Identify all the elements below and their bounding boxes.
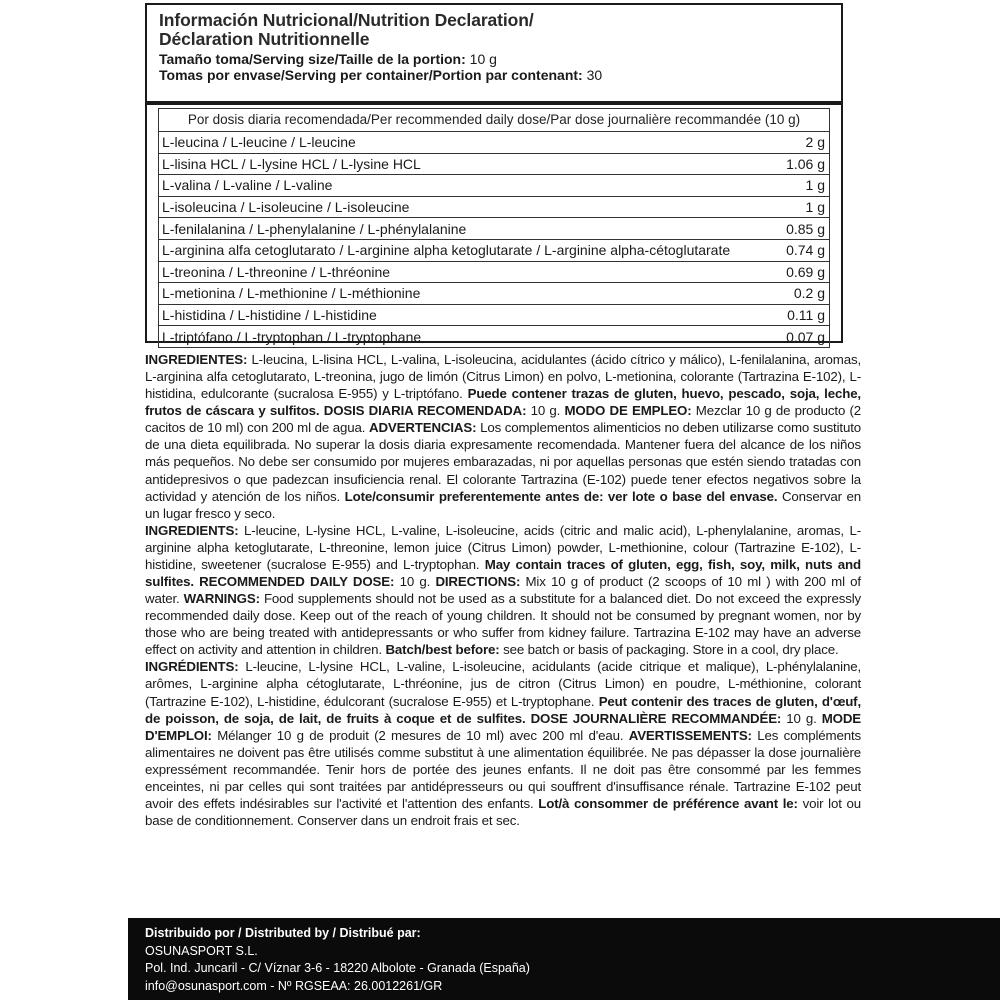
allergens-text: Peut contenir des traces de gluten, d'œuf, de poisson, de soja, de lait, de fruits à coque et de sulfites. DOSE JOURNALIÈRE RECOMMANDÉE: xyxy=(145,693,862,726)
nutrient-name: L-histidina / L-histidine / L-histidine xyxy=(162,307,377,324)
distributor-footer xyxy=(128,918,1000,1000)
nutrient-name: L-triptófano / L-tryptophan / L-tryptophane xyxy=(162,328,422,345)
distributor-title: Distribuido por / Distributed by / Distribué par: xyxy=(145,926,421,940)
servings-label: Tomas por envase/Serving per container/Portion par contenant: xyxy=(159,66,583,83)
dose-text: 10 g. xyxy=(781,710,822,726)
thick-divider xyxy=(147,101,841,105)
servings-per-container xyxy=(159,68,829,84)
allergens-text: May contain traces of gluten, egg, fish, soy, milk, nuts and sulfites. RECOMMENDED DAILY DOSE: xyxy=(145,556,862,590)
ingredients-spanish xyxy=(145,351,861,522)
warnings-label: WARNINGS: xyxy=(183,591,260,607)
nutrition-table xyxy=(158,108,830,348)
nutrient-amount: 1 g xyxy=(805,177,825,194)
warnings-text: Los complementos alimenticios no deben utilizarse como sustituto de una dieta equilibrada. No superar la dosis diaria expresamente recomendada. Mantener fuera del alcance de los niños más pequeños. No debe ser consumido por mujeres embarazadas, ni por aquellas personas que estén siendo tratadas con antidepresivos o que padezcan insuficiencia renal. El colorante Tartrazina (E-102) puede tener efectos negativos sobre la actividad y atención de los niños. xyxy=(145,420,861,504)
storage-text: see batch or basis of packaging. Store in a cool, dry place. xyxy=(499,642,839,658)
ingredients-label: INGRÉDIENTS: xyxy=(145,659,239,675)
ingredients-text: L-leucina, L-lisina HCL, L-valina, L-isoleucina, acidulantes (ácido cítrico y málico), L-fenilalanina, aromas, L-arginina alfa cetoglutarato, L-treonina, jugo de limón (Citrus Limon) en polvo, L-metionina, colorante (Tartrazina E-102), L-histidina, edulcorante (sucralosa E-955) y L-triptófano. xyxy=(145,352,861,402)
table-row xyxy=(159,283,829,305)
nutrient-name: L-valina / L-valine / L-valine xyxy=(162,177,333,194)
serving-size-value: 10 g xyxy=(465,51,497,67)
nutrient-name: L-metionina / L-methionine / L-méthionine xyxy=(162,285,421,302)
table-row xyxy=(159,262,829,284)
dose-text: 10 g. xyxy=(394,574,436,590)
distributor-contact: info@osunasport.com - Nº RGSEAA: 26.0012261/GR xyxy=(145,978,443,993)
serving-size xyxy=(159,52,829,68)
directions-label: MODE D'EMPLOI: xyxy=(145,710,861,743)
table-row xyxy=(159,218,829,240)
nutrient-amount: 0.69 g xyxy=(786,263,825,280)
nutrient-amount: 0.07 g xyxy=(786,328,825,345)
batch-label: Lote/consumir preferentemente antes de: ver lote o base del envase. xyxy=(344,488,778,504)
serving-size-label: Tamaño toma/Serving size/Taille de la portion: xyxy=(159,51,466,67)
nutrition-title: Información Nutricional/Nutrition Declaration/ Déclaration Nutritionnelle xyxy=(159,10,534,49)
table-row xyxy=(159,175,829,197)
nutrient-amount: 0.85 g xyxy=(786,220,825,237)
table-row xyxy=(159,154,829,176)
nutrient-amount: 0.74 g xyxy=(786,242,825,259)
ingredients-label: INGREDIENTS: xyxy=(145,522,239,538)
nutrient-name: L-treonina / L-threonine / L-thréonine xyxy=(162,263,391,280)
nutrient-name: L-lisina HCL / L-lysine HCL / L-lysine HCL xyxy=(162,155,421,172)
ingredients-label: INGREDIENTES: xyxy=(145,352,248,367)
distributor-address: Pol. Ind. Juncaril - C/ Víznar 3-6 - 18220 Albolote - Granada (España) xyxy=(145,961,530,975)
ingredients-english xyxy=(145,522,861,659)
table-row xyxy=(159,197,829,219)
directions-label: MODO DE EMPLEO: xyxy=(564,403,692,419)
nutrition-table-header: Por dosis diaria recomendada/Per recommended daily dose/Par dose journalière recommandée (10 g) xyxy=(159,109,829,132)
nutrient-name: L-fenilalanina / L-phenylalanine / L-phénylalanine xyxy=(162,220,467,237)
nutrient-amount: 1 g xyxy=(805,199,825,216)
nutrient-amount: 0.11 g xyxy=(787,307,825,324)
warnings-label: ADVERTENCIAS: xyxy=(369,420,477,436)
dose-text: 10 g. xyxy=(526,403,565,419)
nutrition-header xyxy=(147,5,841,83)
warnings-label: AVERTISSEMENTS: xyxy=(628,727,752,743)
table-row xyxy=(159,132,829,154)
directions-text: Mezclar 10 g de producto (2 cacitos de 10 ml) con 200 ml de agua. xyxy=(145,403,861,436)
batch-label: Lot/à consommer de préférence avant le: xyxy=(538,796,798,812)
nutrient-amount: 0.2 g xyxy=(793,285,825,302)
storage-text: voir lot ou base de conditionnement. Conserver dans un endroit frais et sec. xyxy=(145,796,861,829)
batch-label: Batch/best before: xyxy=(385,642,500,658)
ingredients-french xyxy=(145,658,861,829)
storage-text: Conservar en un lugar fresco y seco. xyxy=(145,488,861,521)
table-row xyxy=(159,326,829,347)
table-row xyxy=(159,305,829,327)
ingredients-text: L-leucine, L-lysine HCL, L-valine, L-isoleucine, acids (citric and malic acid), L-phenylalanine, aromas, L-arginine alpha ketoglutarate, L-threonine, lemon juice (Citrus Limon) powder, L-methionine, colour (Tartrazine E-102), L-histidine, sweetener (sucralose E-955) and L-tryptophan. xyxy=(145,522,861,572)
warnings-text: Les compléments alimentaires ne doivent pas être utilisés comme substitut à une alimentation équilibrée. Ne pas dépasser la dose journalière expressément recommandée. Tenir hors de portée des jeunes enfants. Il ne doit pas être consommé par les femmes enceintes, ni par celles qui sont traitées par antidépresseurs ou qui souffrent d'insuffisance rénale. Tartrazine E-102 peut avoir des effets indésirables sur l'activité et l'attention des enfants. xyxy=(145,727,861,812)
nutrient-name: L-leucina / L-leucine / L-leucine xyxy=(162,134,356,151)
directions-label: DIRECTIONS: xyxy=(435,574,521,590)
ingredients-text: L-leucine, L-lysine HCL, L-valine, L-isoleucine, acidulants (acide citrique et malique), L-phénylalanine, arômes, L-arginine alpha cétoglutarate, L-thréonine, jus de citron (Citrus Limon) en poudre, L-méthionine, colorant (Tartrazine E-102), L-histidine, édulcorant (sucralose E-955) et L-tryptophane. xyxy=(145,659,861,709)
directions-text: Mix 10 g of product (2 scoops of 10 ml ) with 200 ml of water. xyxy=(145,574,861,607)
nutrient-name: L-arginina alfa cetoglutarato / L-arginine alpha ketoglutarate / L-arginine alpha-cétoglutarate xyxy=(162,242,731,259)
nutrient-name: L-isoleucina / L-isoleucine / L-isoleucine xyxy=(162,199,410,216)
nutrient-amount: 2 g xyxy=(805,134,825,151)
nutrient-amount: 1.06 g xyxy=(786,155,825,172)
servings-value: 30 xyxy=(582,66,603,83)
nutrition-declaration xyxy=(145,3,843,343)
table-row xyxy=(159,240,829,262)
directions-text: Mélanger 10 g de produit (2 mesures de 10 ml) avec 200 ml d'eau. xyxy=(211,727,629,743)
allergens-text: Puede contener trazas de gluten, huevo, pescado, soja, leche, frutos de cáscara y sulfitos. DOSIS DIARIA RECOMENDADA: xyxy=(145,386,861,419)
ingredients-section xyxy=(145,351,861,829)
distributor-company: OSUNASPORT S.L. xyxy=(145,943,258,958)
warnings-text: Food supplements should not be used as a substitute for a balanced diet. Do not exceed the expressly recommended daily dose. Keep out of the reach of young children. It should not be consumed by pregnant women, nor by those who are being treated with antidepressants or who suffer from kidney failure. Tartrazina E-102 may have an adverse effect on activity and attention in children. xyxy=(145,591,862,658)
